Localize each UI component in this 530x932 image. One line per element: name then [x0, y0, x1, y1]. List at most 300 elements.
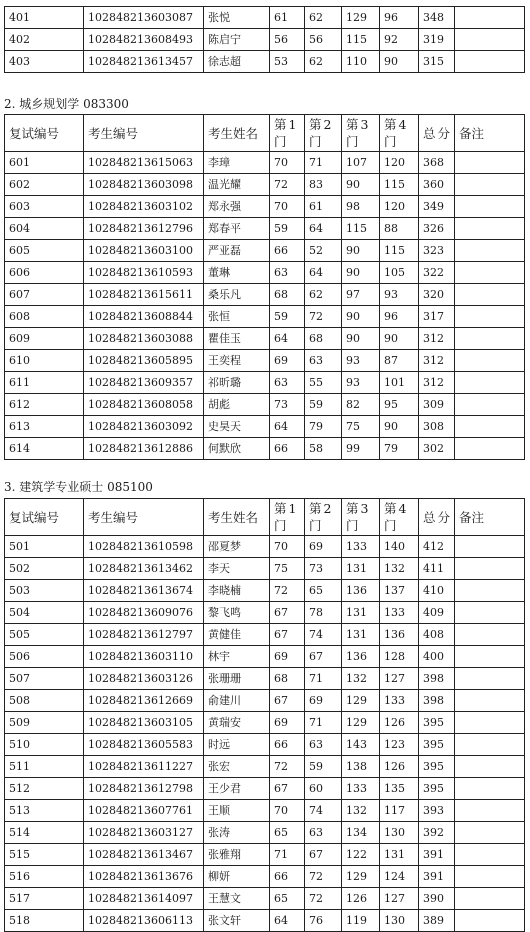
cell-candidate-name: 邵夏梦	[204, 536, 270, 558]
cell-remark	[455, 844, 525, 866]
cell-score-1: 69	[270, 712, 305, 734]
cell-score-3: 75	[342, 416, 380, 438]
cell-score-2: 68	[305, 328, 342, 350]
cell-candidate-id: 102848213612796	[84, 218, 204, 240]
cell-score-3: 129	[342, 866, 380, 888]
table-row	[5, 756, 525, 778]
table-row	[5, 306, 525, 328]
header-score-4: 第4门	[380, 115, 419, 152]
table-row	[5, 580, 525, 602]
cell-candidate-name: 李天	[204, 558, 270, 580]
cell-total: 312	[419, 372, 455, 394]
cell-candidate-name: 董琳	[204, 262, 270, 284]
cell-exam-no: 503	[5, 580, 84, 602]
cell-score-1: 65	[270, 888, 305, 910]
cell-score-4: 87	[380, 350, 419, 372]
cell-score-1: 64	[270, 910, 305, 932]
cell-candidate-id: 102848213603102	[84, 196, 204, 218]
cell-candidate-id: 102848213614097	[84, 888, 204, 910]
cell-remark	[455, 416, 525, 438]
table-row	[5, 910, 525, 932]
cell-remark	[455, 624, 525, 646]
table-row	[5, 328, 525, 350]
cell-score-1: 63	[270, 262, 305, 284]
cell-candidate-id: 102848213615611	[84, 284, 204, 306]
cell-score-1: 69	[270, 646, 305, 668]
cell-exam-no: 609	[5, 328, 84, 350]
cell-score-3: 129	[342, 712, 380, 734]
cell-score-2: 72	[305, 306, 342, 328]
cell-score-3: 90	[342, 262, 380, 284]
cell-candidate-name: 严亚磊	[204, 240, 270, 262]
cell-candidate-name: 何默欣	[204, 438, 270, 460]
cell-candidate-name: 时远	[204, 734, 270, 756]
cell-score-2: 74	[305, 800, 342, 822]
header-remark: 备注	[455, 115, 525, 152]
cell-score-3: 133	[342, 778, 380, 800]
header-candidate-name: 考生姓名	[204, 115, 270, 152]
cell-exam-no: 515	[5, 844, 84, 866]
table-row	[5, 712, 525, 734]
cell-candidate-name: 胡彪	[204, 394, 270, 416]
cell-total: 412	[419, 536, 455, 558]
cell-candidate-name: 李璋	[204, 152, 270, 174]
cell-candidate-name: 黄健佳	[204, 624, 270, 646]
cell-exam-no: 601	[5, 152, 84, 174]
cell-score-3: 136	[342, 646, 380, 668]
cell-score-4: 120	[380, 152, 419, 174]
cell-score-3: 138	[342, 756, 380, 778]
cell-total: 393	[419, 800, 455, 822]
cell-total: 368	[419, 152, 455, 174]
cell-score-2: 79	[305, 416, 342, 438]
score-table-architecture	[4, 498, 525, 932]
cell-total: 411	[419, 558, 455, 580]
header-candidate-id: 考生编号	[84, 115, 204, 152]
cell-total: 391	[419, 866, 455, 888]
cell-score-4: 90	[380, 51, 419, 73]
cell-candidate-id: 102848213603088	[84, 328, 204, 350]
cell-score-4: 96	[380, 306, 419, 328]
cell-score-1: 66	[270, 240, 305, 262]
cell-score-2: 69	[305, 536, 342, 558]
cell-candidate-id: 102848213603126	[84, 668, 204, 690]
cell-score-4: 127	[380, 888, 419, 910]
cell-remark	[455, 558, 525, 580]
cell-candidate-id: 102848213615063	[84, 152, 204, 174]
table-row	[5, 734, 525, 756]
cell-score-4: 93	[380, 284, 419, 306]
cell-score-1: 68	[270, 284, 305, 306]
cell-exam-no: 403	[5, 51, 84, 73]
cell-score-1: 75	[270, 558, 305, 580]
cell-score-1: 67	[270, 778, 305, 800]
cell-exam-no: 612	[5, 394, 84, 416]
cell-score-1: 66	[270, 438, 305, 460]
cell-candidate-name: 王顺	[204, 800, 270, 822]
header-score-3: 第3门	[342, 499, 380, 536]
cell-score-2: 63	[305, 822, 342, 844]
cell-score-4: 131	[380, 844, 419, 866]
cell-score-4: 79	[380, 438, 419, 460]
cell-score-3: 129	[342, 690, 380, 712]
table-row	[5, 284, 525, 306]
cell-score-4: 123	[380, 734, 419, 756]
cell-score-2: 62	[305, 51, 342, 73]
table-row	[5, 240, 525, 262]
cell-score-2: 73	[305, 558, 342, 580]
cell-total: 389	[419, 910, 455, 932]
cell-remark	[455, 734, 525, 756]
cell-exam-no: 606	[5, 262, 84, 284]
cell-exam-no: 607	[5, 284, 84, 306]
cell-exam-no: 518	[5, 910, 84, 932]
cell-candidate-id: 102848213613457	[84, 51, 204, 73]
cell-remark	[455, 602, 525, 624]
cell-score-3: 129	[342, 7, 380, 29]
header-score-1: 第1门	[270, 115, 305, 152]
cell-candidate-name: 桑乐凡	[204, 284, 270, 306]
cell-score-1: 68	[270, 668, 305, 690]
cell-score-3: 122	[342, 844, 380, 866]
cell-score-4: 115	[380, 174, 419, 196]
cell-score-2: 64	[305, 262, 342, 284]
cell-candidate-id: 102848213610593	[84, 262, 204, 284]
cell-candidate-name: 祁昕璐	[204, 372, 270, 394]
cell-score-4: 137	[380, 580, 419, 602]
header-total: 总分	[419, 499, 455, 536]
cell-score-2: 74	[305, 624, 342, 646]
cell-score-2: 60	[305, 778, 342, 800]
cell-candidate-name: 王少君	[204, 778, 270, 800]
cell-score-4: 101	[380, 372, 419, 394]
cell-score-1: 61	[270, 7, 305, 29]
cell-score-3: 131	[342, 624, 380, 646]
cell-score-2: 63	[305, 350, 342, 372]
cell-exam-no: 603	[5, 196, 84, 218]
cell-candidate-id: 102848213608493	[84, 29, 204, 51]
cell-remark	[455, 910, 525, 932]
cell-total: 312	[419, 350, 455, 372]
table-row	[5, 558, 525, 580]
cell-remark	[455, 350, 525, 372]
cell-score-4: 130	[380, 910, 419, 932]
cell-score-3: 90	[342, 240, 380, 262]
cell-score-3: 132	[342, 800, 380, 822]
cell-candidate-id: 102848213606113	[84, 910, 204, 932]
cell-score-4: 133	[380, 602, 419, 624]
cell-score-3: 136	[342, 580, 380, 602]
cell-exam-no: 611	[5, 372, 84, 394]
table-row	[5, 822, 525, 844]
cell-remark	[455, 668, 525, 690]
cell-total: 390	[419, 888, 455, 910]
cell-total: 409	[419, 602, 455, 624]
cell-score-4: 115	[380, 240, 419, 262]
cell-exam-no: 610	[5, 350, 84, 372]
cell-score-2: 56	[305, 29, 342, 51]
cell-total: 323	[419, 240, 455, 262]
cell-candidate-name: 张涛	[204, 822, 270, 844]
table-row	[5, 624, 525, 646]
cell-total: 326	[419, 218, 455, 240]
table-row	[5, 29, 525, 51]
cell-candidate-id: 102848213605895	[84, 350, 204, 372]
cell-exam-no: 508	[5, 690, 84, 712]
cell-total: 360	[419, 174, 455, 196]
cell-candidate-name: 瞿佳玉	[204, 328, 270, 350]
cell-score-4: 105	[380, 262, 419, 284]
cell-score-4: 88	[380, 218, 419, 240]
cell-score-4: 127	[380, 668, 419, 690]
section-title: 2. 城乡规划学 083300	[4, 97, 129, 111]
cell-exam-no: 510	[5, 734, 84, 756]
table-row	[5, 196, 525, 218]
cell-score-2: 65	[305, 580, 342, 602]
cell-exam-no: 517	[5, 888, 84, 910]
cell-score-2: 67	[305, 844, 342, 866]
cell-total: 398	[419, 668, 455, 690]
table-row	[5, 888, 525, 910]
header-candidate-name: 考生姓名	[204, 499, 270, 536]
cell-candidate-id: 102848213605583	[84, 734, 204, 756]
cell-candidate-name: 李晓楠	[204, 580, 270, 602]
cell-score-2: 83	[305, 174, 342, 196]
cell-remark	[455, 218, 525, 240]
cell-total: 400	[419, 646, 455, 668]
cell-score-3: 82	[342, 394, 380, 416]
table-header-row	[5, 115, 525, 152]
cell-score-2: 67	[305, 646, 342, 668]
cell-score-1: 70	[270, 152, 305, 174]
cell-exam-no: 502	[5, 558, 84, 580]
cell-remark	[455, 800, 525, 822]
cell-candidate-name: 王慧文	[204, 888, 270, 910]
cell-score-2: 62	[305, 7, 342, 29]
cell-total: 320	[419, 284, 455, 306]
cell-score-3: 119	[342, 910, 380, 932]
cell-total: 309	[419, 394, 455, 416]
cell-remark	[455, 262, 525, 284]
cell-total: 395	[419, 756, 455, 778]
cell-score-4: 126	[380, 756, 419, 778]
header-score-3: 第3门	[342, 115, 380, 152]
cell-candidate-name: 张悦	[204, 7, 270, 29]
cell-candidate-name: 柳妍	[204, 866, 270, 888]
cell-score-1: 67	[270, 624, 305, 646]
cell-exam-no: 505	[5, 624, 84, 646]
cell-score-1: 72	[270, 756, 305, 778]
table-row	[5, 218, 525, 240]
cell-score-4: 124	[380, 866, 419, 888]
table-row	[5, 152, 525, 174]
cell-candidate-id: 102848213612798	[84, 778, 204, 800]
cell-remark	[455, 240, 525, 262]
cell-score-3: 99	[342, 438, 380, 460]
cell-remark	[455, 756, 525, 778]
cell-candidate-id: 102848213603127	[84, 822, 204, 844]
cell-exam-no: 613	[5, 416, 84, 438]
cell-candidate-name: 张恒	[204, 306, 270, 328]
cell-exam-no: 605	[5, 240, 84, 262]
cell-candidate-id: 102848213608844	[84, 306, 204, 328]
cell-total: 315	[419, 51, 455, 73]
cell-score-1: 72	[270, 174, 305, 196]
cell-exam-no: 514	[5, 822, 84, 844]
header-score-1: 第1门	[270, 499, 305, 536]
table-row	[5, 350, 525, 372]
cell-total: 408	[419, 624, 455, 646]
cell-candidate-name: 温光耀	[204, 174, 270, 196]
cell-remark	[455, 778, 525, 800]
cell-candidate-id: 102848213612886	[84, 438, 204, 460]
cell-total: 395	[419, 712, 455, 734]
cell-score-3: 97	[342, 284, 380, 306]
header-score-4: 第4门	[380, 499, 419, 536]
cell-score-4: 120	[380, 196, 419, 218]
cell-score-4: 90	[380, 416, 419, 438]
cell-score-3: 115	[342, 218, 380, 240]
table-row	[5, 262, 525, 284]
cell-total: 348	[419, 7, 455, 29]
header-exam-no: 复试编号	[5, 115, 84, 152]
table-row	[5, 866, 525, 888]
cell-remark	[455, 646, 525, 668]
cell-exam-no: 614	[5, 438, 84, 460]
table-header-row	[5, 499, 525, 536]
cell-score-4: 117	[380, 800, 419, 822]
table-row	[5, 394, 525, 416]
cell-candidate-name: 张珊珊	[204, 668, 270, 690]
cell-score-4: 96	[380, 7, 419, 29]
table-row	[5, 174, 525, 196]
cell-remark	[455, 152, 525, 174]
cell-exam-no: 516	[5, 866, 84, 888]
cell-exam-no: 511	[5, 756, 84, 778]
cell-candidate-id: 102848213603092	[84, 416, 204, 438]
cell-candidate-id: 102848213609357	[84, 372, 204, 394]
table-row	[5, 372, 525, 394]
cell-score-3: 131	[342, 558, 380, 580]
cell-remark	[455, 284, 525, 306]
cell-score-1: 67	[270, 690, 305, 712]
cell-total: 308	[419, 416, 455, 438]
cell-score-1: 70	[270, 536, 305, 558]
cell-score-4: 92	[380, 29, 419, 51]
table-row	[5, 646, 525, 668]
cell-candidate-name: 林宇	[204, 646, 270, 668]
section-title: 3. 建筑学专业硕士 085100	[4, 480, 153, 494]
cell-score-3: 132	[342, 668, 380, 690]
cell-candidate-id: 102848213612669	[84, 690, 204, 712]
cell-score-3: 115	[342, 29, 380, 51]
cell-score-4: 90	[380, 328, 419, 350]
cell-score-2: 69	[305, 690, 342, 712]
cell-candidate-name: 史昊天	[204, 416, 270, 438]
cell-score-3: 90	[342, 306, 380, 328]
cell-remark	[455, 536, 525, 558]
cell-total: 392	[419, 822, 455, 844]
cell-remark	[455, 438, 525, 460]
header-total: 总分	[419, 115, 455, 152]
cell-candidate-id: 102848213613676	[84, 866, 204, 888]
header-score-2: 第2门	[305, 499, 342, 536]
cell-candidate-id: 102848213603098	[84, 174, 204, 196]
cell-exam-no: 402	[5, 29, 84, 51]
cell-candidate-name: 陈启宁	[204, 29, 270, 51]
cell-score-2: 71	[305, 152, 342, 174]
cell-score-1: 70	[270, 196, 305, 218]
cell-candidate-id: 102848213613462	[84, 558, 204, 580]
table-row	[5, 800, 525, 822]
cell-candidate-name: 郑春平	[204, 218, 270, 240]
cell-score-4: 132	[380, 558, 419, 580]
cell-score-3: 126	[342, 888, 380, 910]
cell-candidate-id: 102848213608058	[84, 394, 204, 416]
cell-score-1: 56	[270, 29, 305, 51]
cell-total: 395	[419, 778, 455, 800]
table-row	[5, 7, 525, 29]
cell-score-2: 72	[305, 866, 342, 888]
cell-score-1: 63	[270, 372, 305, 394]
cell-total: 349	[419, 196, 455, 218]
cell-remark	[455, 51, 525, 73]
cell-score-3: 110	[342, 51, 380, 73]
cell-score-3: 107	[342, 152, 380, 174]
cell-remark	[455, 174, 525, 196]
cell-remark	[455, 196, 525, 218]
cell-score-2: 58	[305, 438, 342, 460]
table-row	[5, 51, 525, 73]
cell-candidate-name: 徐志超	[204, 51, 270, 73]
cell-remark	[455, 7, 525, 29]
cell-score-2: 59	[305, 756, 342, 778]
cell-candidate-name: 郑永强	[204, 196, 270, 218]
cell-score-4: 133	[380, 690, 419, 712]
cell-candidate-name: 张雅翔	[204, 844, 270, 866]
header-candidate-id: 考生编号	[84, 499, 204, 536]
cell-score-1: 65	[270, 822, 305, 844]
cell-score-2: 61	[305, 196, 342, 218]
cell-candidate-id: 102848213612797	[84, 624, 204, 646]
cell-exam-no: 602	[5, 174, 84, 196]
cell-score-4: 128	[380, 646, 419, 668]
cell-candidate-name: 王奕程	[204, 350, 270, 372]
cell-score-3: 90	[342, 328, 380, 350]
cell-score-2: 72	[305, 888, 342, 910]
cell-score-3: 131	[342, 602, 380, 624]
table-row	[5, 602, 525, 624]
cell-score-1: 66	[270, 734, 305, 756]
cell-total: 395	[419, 734, 455, 756]
cell-score-4: 130	[380, 822, 419, 844]
cell-score-4: 136	[380, 624, 419, 646]
cell-score-1: 71	[270, 844, 305, 866]
cell-score-1: 64	[270, 328, 305, 350]
cell-total: 312	[419, 328, 455, 350]
cell-candidate-name: 俞建川	[204, 690, 270, 712]
cell-score-2: 78	[305, 602, 342, 624]
cell-total: 398	[419, 690, 455, 712]
cell-remark	[455, 866, 525, 888]
cell-score-1: 69	[270, 350, 305, 372]
cell-score-1: 53	[270, 51, 305, 73]
cell-remark	[455, 29, 525, 51]
score-table-top	[4, 6, 525, 73]
cell-candidate-id: 102848213611227	[84, 756, 204, 778]
cell-score-1: 59	[270, 218, 305, 240]
cell-candidate-name: 张宏	[204, 756, 270, 778]
